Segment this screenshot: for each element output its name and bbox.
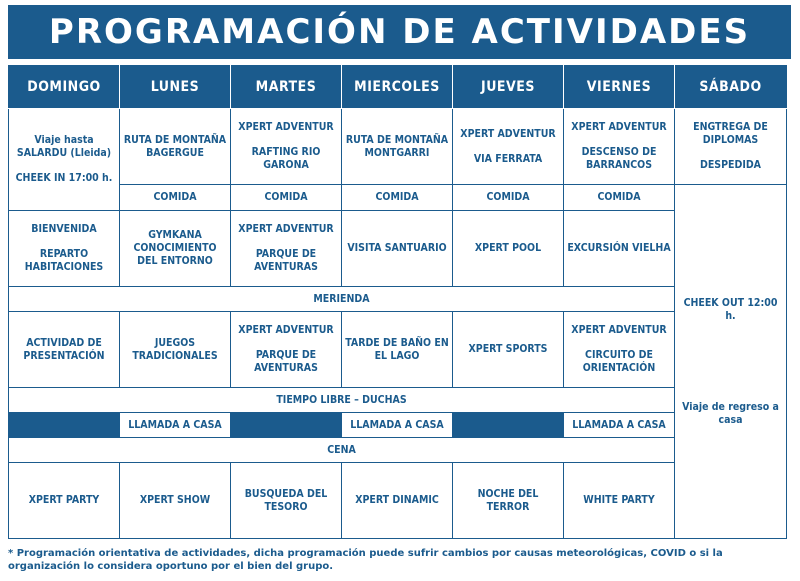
cell-merienda: MERIENDA (9, 287, 675, 312)
cell-lunes-llamada: LLAMADA A CASA (120, 413, 231, 438)
cell-jueves-morning (453, 109, 564, 185)
cell-martes-morning (231, 109, 342, 185)
day-header-viernes: VIERNES (564, 66, 675, 109)
activity-text: XPERT ADVENTUR (238, 223, 334, 235)
activity-text: TARDE DE BAÑO EN EL LAGO (345, 336, 449, 362)
activity-text: XPERT ADVENTUR (571, 324, 667, 336)
cell-lunes-comida: COMIDA (120, 185, 231, 211)
activity-text: DESPEDIDA (700, 159, 761, 171)
cell-viernes-morning (564, 109, 675, 185)
cell-miercoles-llamada: LLAMADA A CASA (342, 413, 453, 438)
activity-text: XPERT SPORTS (468, 343, 548, 355)
cell-martes-evening (231, 312, 342, 388)
day-header-jueves: JUEVES (453, 66, 564, 109)
header-row (9, 66, 787, 109)
activity-text: PARQUE DE AVENTURAS (254, 248, 318, 273)
cell-martes-comida: COMIDA (231, 185, 342, 211)
afternoon-row (9, 211, 787, 287)
return-trip-text: Viaje de regreso a casa (682, 400, 779, 426)
activity-text: ACTIVIDAD DE PRESENTACIÓN (23, 336, 105, 362)
cell-viernes-afternoon (564, 211, 675, 287)
evening-row (9, 312, 787, 388)
activity-text: CHEEK IN 17:00 h. (15, 172, 113, 184)
cell-domingo-morning (9, 109, 120, 211)
page-title: PROGRAMACIÓN DE ACTIVIDADES (8, 5, 791, 59)
activity-text: XPERT ADVENTUR (238, 121, 334, 133)
activity-text: XPERT ADVENTUR (571, 121, 667, 133)
cell-domingo-blocked (9, 413, 120, 438)
cell-viernes-evening (564, 312, 675, 388)
activity-text: DESCENSO DE BARRANCOS (581, 146, 657, 171)
cell-miercoles-morning (342, 109, 453, 185)
activity-text: XPERT ADVENTUR (238, 324, 334, 336)
footnote: * Programación orientativa de actividades, dicha programación puede sufrir cambios por causas meteorológicas, COVID o si la organización lo considera oportuno por el bien del grupo. (8, 548, 723, 572)
activity-text: JUEGOS TRADICIONALES (132, 336, 218, 362)
cell-lunes-night: XPERT SHOW (120, 463, 231, 539)
cell-martes-night: BUSQUEDA DEL TESORO (231, 463, 342, 539)
cell-miercoles-night: XPERT DINAMIC (342, 463, 453, 539)
activity-text: RAFTING RIO GARONA (251, 146, 321, 171)
cell-jueves-comida: COMIDA (453, 185, 564, 211)
cell-viernes-comida: COMIDA (564, 185, 675, 211)
cell-cena: CENA (9, 438, 675, 463)
night-row (9, 463, 787, 539)
cell-jueves-blocked (453, 413, 564, 438)
cell-jueves-afternoon (453, 211, 564, 287)
cell-sabado-morning (675, 109, 787, 185)
activity-text: Viaje hasta SALARDU (Lleida) (16, 134, 112, 159)
cell-lunes-morning (120, 109, 231, 185)
cell-miercoles-comida: COMIDA (342, 185, 453, 211)
cell-lunes-evening (120, 312, 231, 388)
comida-row (9, 185, 787, 211)
cell-martes-blocked (231, 413, 342, 438)
day-header-domingo: DOMINGO (9, 66, 120, 109)
activity-text: VISITA SANTUARIO (347, 242, 447, 254)
day-header-martes: MARTES (231, 66, 342, 109)
activity-text: GYMKANA CONOCIMIENTO DEL ENTORNO (133, 229, 217, 267)
cell-domingo-afternoon (9, 211, 120, 287)
cell-martes-afternoon (231, 211, 342, 287)
llamada-row (9, 413, 787, 438)
merienda-row (9, 287, 787, 312)
activity-text: VIA FERRATA (473, 152, 543, 165)
cell-sabado-afternoon (675, 185, 787, 539)
activity-text: BIENVENIDA (31, 223, 97, 235)
activity-text: EXCURSIÓN VIELHA (567, 242, 671, 254)
activity-text: XPERT ADVENTUR (460, 127, 556, 140)
cell-miercoles-evening (342, 312, 453, 388)
activity-text: ENGTREGA DE DIPLOMAS (693, 121, 768, 146)
activity-text: RUTA DE MONTAÑA MONTGARRI (345, 133, 449, 159)
morning-row (9, 109, 787, 185)
day-header-lunes: LUNES (120, 66, 231, 109)
activity-text: XPERT POOL (474, 242, 542, 254)
activity-text: REPARTO HABITACIONES (24, 248, 104, 273)
activity-text: CIRCUITO DE ORIENTACIÓN (582, 349, 656, 374)
cell-viernes-llamada: LLAMADA A CASA (564, 413, 675, 438)
activity-text: RUTA DE MONTAÑA BAGERGUE (123, 133, 227, 159)
tiempo-libre-row (9, 388, 787, 413)
schedule-table (8, 65, 787, 539)
cena-row (9, 438, 787, 463)
activity-text: PARQUE DE AVENTURAS (254, 349, 318, 374)
cell-jueves-night: NOCHE DEL TERROR (453, 463, 564, 539)
cell-lunes-afternoon (120, 211, 231, 287)
cell-viernes-night: WHITE PARTY (564, 463, 675, 539)
cell-domingo-evening (9, 312, 120, 388)
day-header-miercoles: MIERCOLES (342, 66, 453, 109)
cell-miercoles-afternoon (342, 211, 453, 287)
cell-domingo-night: XPERT PARTY (9, 463, 120, 539)
day-header-sabado: SÁBADO (675, 66, 787, 109)
cell-jueves-evening (453, 312, 564, 388)
checkout-text: CHEEK OUT 12:00 h. (683, 296, 778, 322)
cell-tiempo-libre: TIEMPO LIBRE – DUCHAS (9, 388, 675, 413)
